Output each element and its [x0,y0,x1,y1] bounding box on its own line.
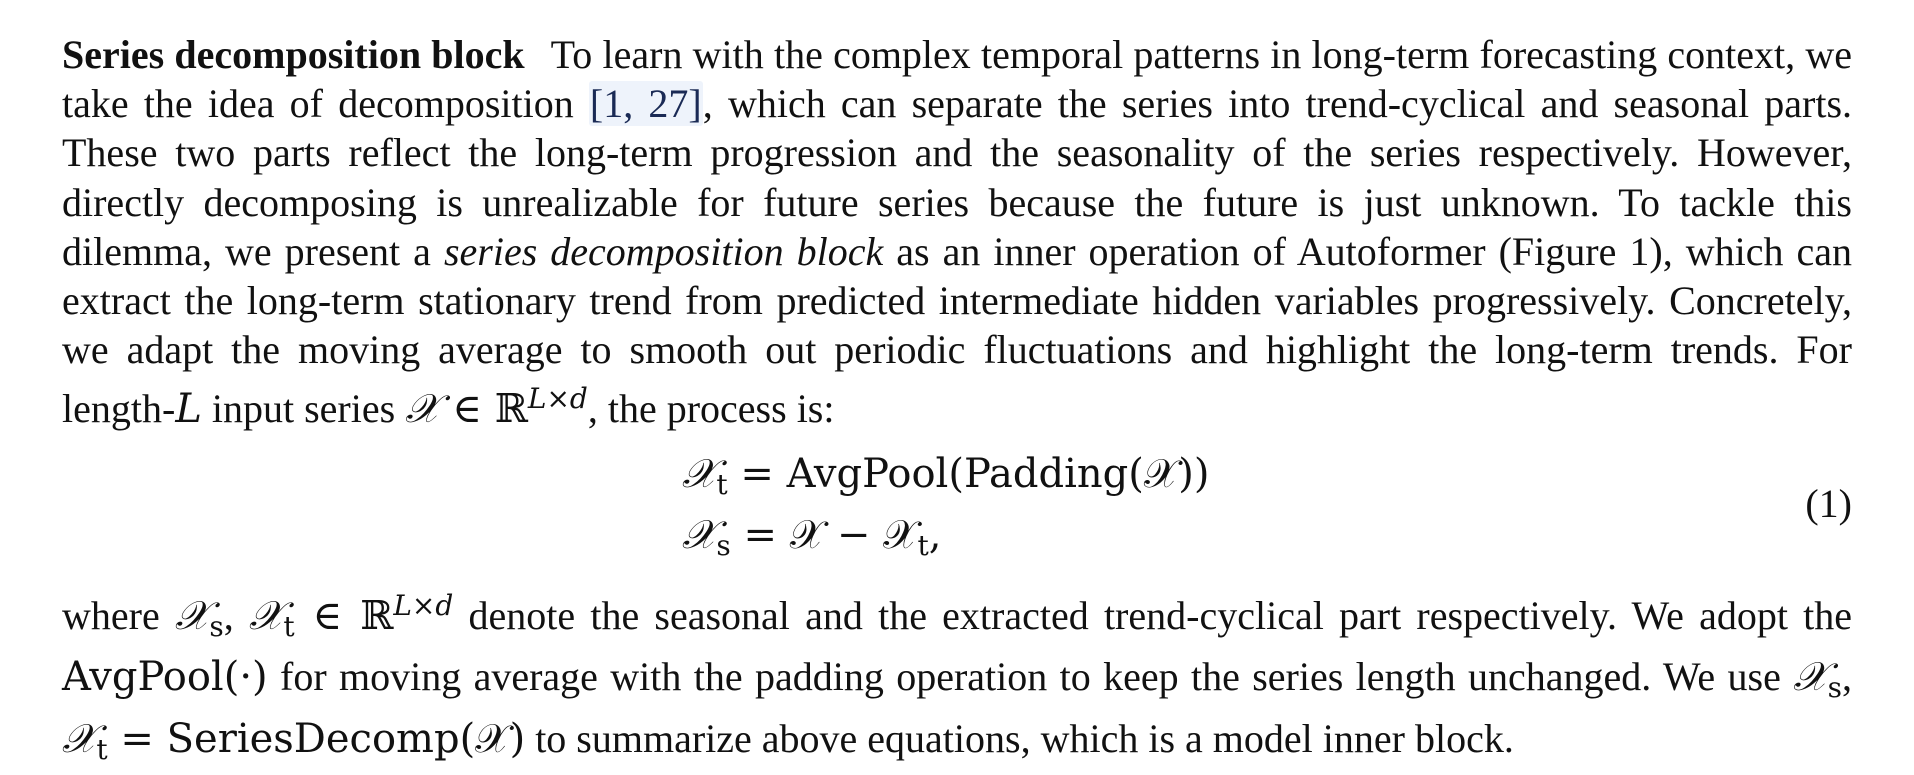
math-variable-X: 𝒳 [1793,654,1828,701]
paragraph-text: , the process is: [587,386,835,432]
math-variable-X: 𝒳 [174,592,210,639]
paragraph-text: input series [201,386,406,432]
paragraph-text: as an inner operation of Autoformer (Figure 1), which can extract the long-term stationary trend from predicted intermediate hidden variables progressively. Concretely, we adapt the moving average to smooth out periodic fluctuations and highlight the long-term trends. For length- [62,228,1852,432]
equation-block [62,449,1852,569]
math-superscript: L×d [393,588,454,622]
math-variable-X: 𝒳 [62,715,97,762]
math-subscript: t [917,528,929,562]
paragraph-text: To learn with the complex temporal patterns in long-term forecasting context, we take the idea of decomposition [62,32,1852,127]
citation-link[interactable]: [1, 27] [589,81,702,127]
equation-rhs: = 𝒳 − 𝒳 [730,511,918,558]
math-comma: , [1842,654,1852,700]
math-in-reals: ∈ ℝ [294,592,394,639]
equation-number: (1) [1805,480,1852,526]
math-comma: , [223,592,249,638]
paragraph-text: , which can separate the series into trend-cyclical and seasonal parts. These two parts reflect the long-term progression and the seasonality of the series respectively. However, directly decomposing is unrealizable for future series because the future is just unknown. To tackle this dilemma, we present a [62,81,1853,274]
math-variable-X: 𝒳 [405,386,440,433]
math-subscript: s [716,528,731,562]
equation-line-trend [682,449,1210,510]
paragraph-text: for moving average with the padding operation to keep the series length unchanged. We use [267,654,1794,700]
math-variable-X: 𝒳 [248,592,284,639]
math-avgpool: AvgPool(·) [62,654,268,701]
paragraph-where [62,581,1852,775]
equation-line-seasonal [682,510,1210,571]
equation-rhs: = AvgPool(Padding(𝒳)) [727,450,1210,497]
math-in-reals: ∈ ℝ [439,386,528,433]
math-variable-L: L [175,386,202,433]
math-subscript: t [96,732,108,766]
paragraph-text: to summarize above equations, which is a model inner block. [525,715,1514,761]
math-subscript: s [1827,671,1842,705]
emphasized-term: series decomposition block [443,228,884,274]
math-variable-X: 𝒳 [682,450,717,497]
math-variable-X: 𝒳 [682,511,717,558]
paper-section [62,30,1852,775]
math-subscript: s [209,609,224,643]
paragraph-heading: Series decomposition block [62,32,525,77]
math-seriesdecomp: = SeriesDecomp(𝒳) [107,715,526,762]
equation-lines [682,449,1210,571]
math-subscript: t [283,609,295,643]
paragraph-text: denote the seasonal and the extracted trend-cyclical part respectively. We adopt the [453,592,1853,638]
paragraph-text: where [62,592,175,638]
paragraph-series-decomposition [62,30,1852,435]
math-superscript: L×d [527,382,588,416]
equation-rhs-end: , [928,511,942,558]
math-subscript: t [716,467,728,501]
